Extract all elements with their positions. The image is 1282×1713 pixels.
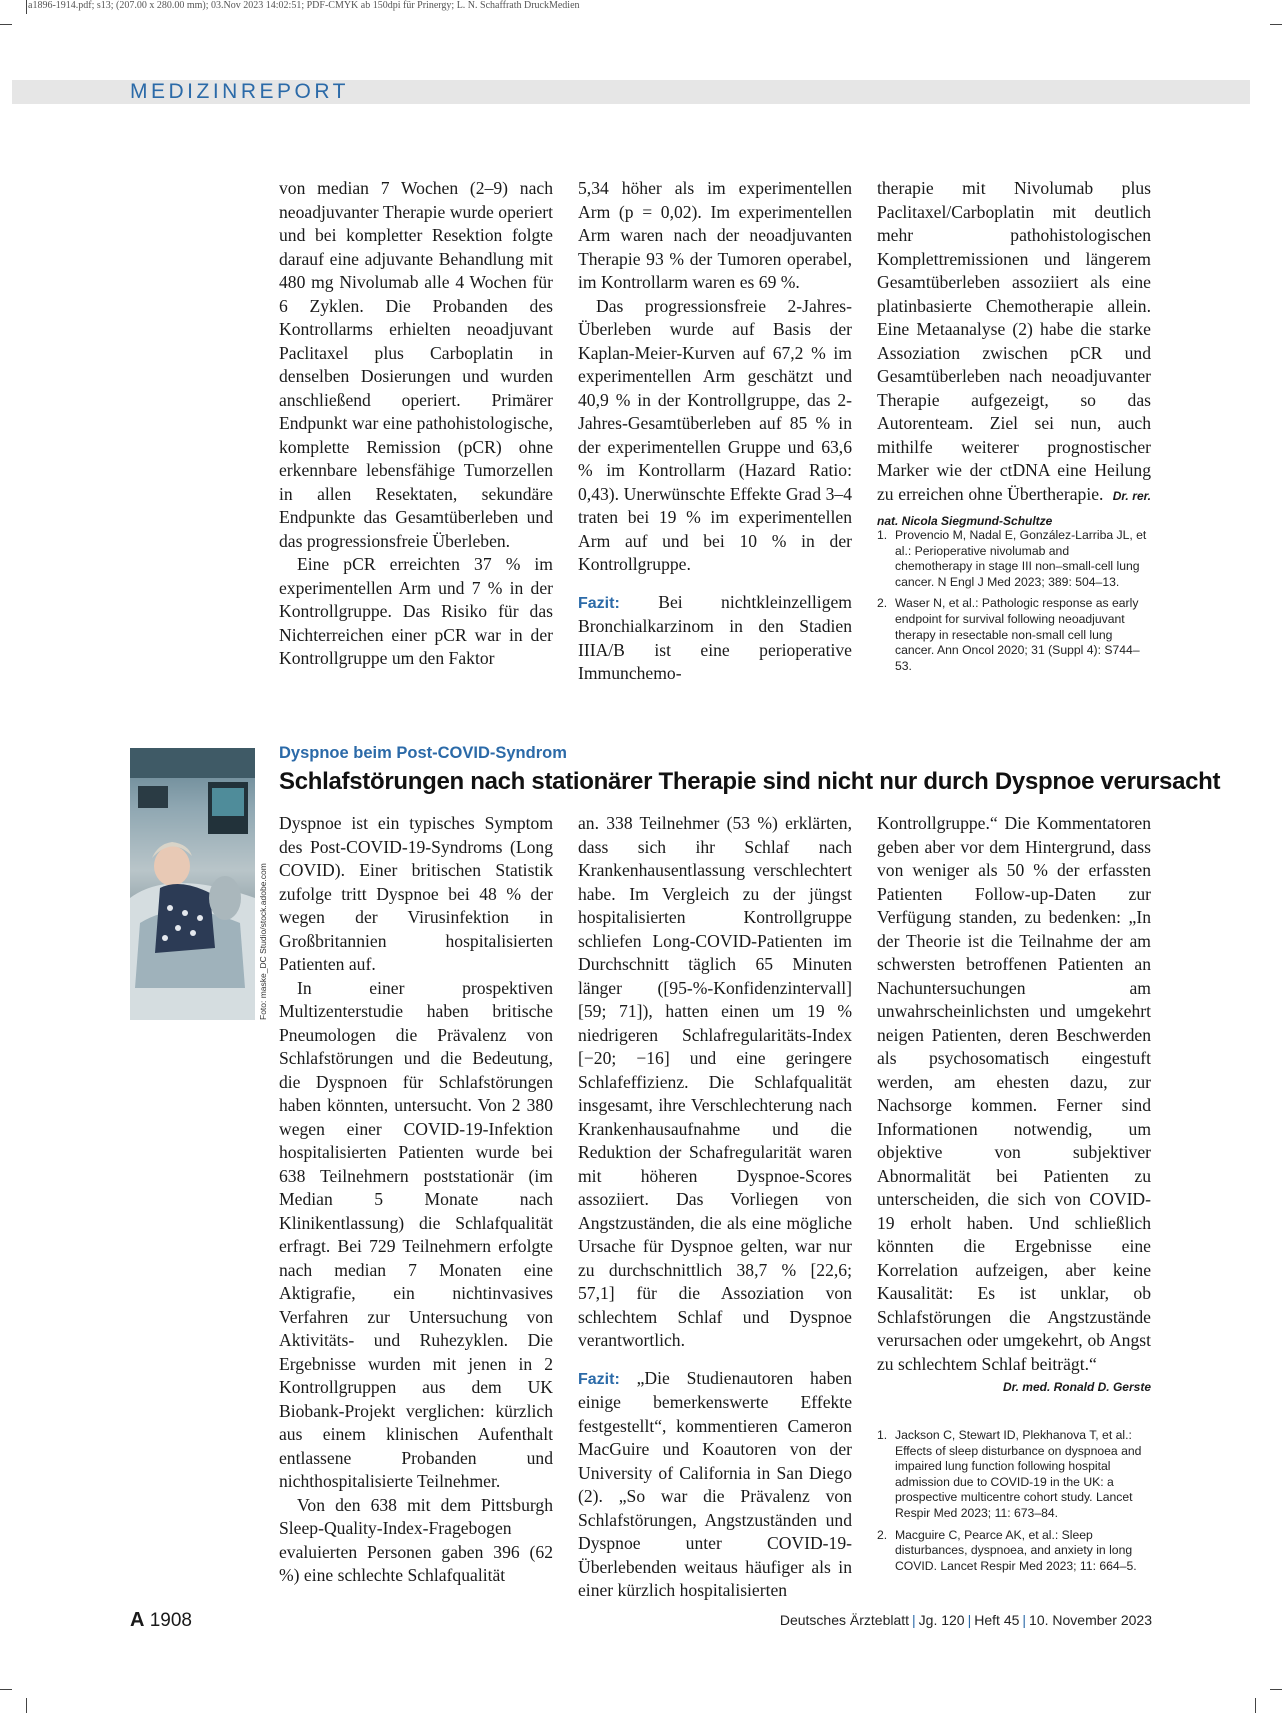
article2-column-1 — [279, 812, 553, 1588]
author: Dr. rer. nat. Nicola Siegmund-Schultze — [877, 488, 1151, 528]
paragraph: 5,34 höher als im experimentellen Arm (p = 0,02). Im experimentellen Arm waren nach der neoadjuvanten Therapie 93 % der Tumoren operabel, im Kontrollarm waren es 69 %. — [578, 178, 852, 292]
fazit-paragraph — [578, 591, 852, 686]
article1-references — [877, 528, 1147, 680]
crop-mark — [1255, 1698, 1256, 1713]
article1-column-3 — [877, 177, 1151, 534]
crop-mark — [0, 24, 12, 25]
paragraph: von median 7 Wochen (2–9) nach neoadjuvanter Therapie wurde operiert und bei kompletter Resektion folgte darauf eine adjuvante Behandlung mit 480 mg Nivolumab alle 4 Wochen für 6 Zyklen. Die Probanden des Kontrollarms erhielten neoadjuvant Paclitaxel plus Carboplatin in denselben Dosierungen und wurden anschließend operiert. Primärer Endpunkt war eine pathohistologische, komplette Remission (pCR) ohne erkennbare lebensfähige Tumorzellen in allen Resektaten, sekundäre Endpunkte das Gesamtüberleben und das progressionsfreie Überleben. — [279, 178, 553, 551]
article1-column-1 — [279, 177, 553, 671]
paragraph: Kontrollgruppe.“ Die Kommentatoren geben aber vor dem Hintergrund, dass von weniger als 50 % der erfassten Patienten Follow-up-Daten zur Verfügung standen, zu bedenken: „In der Theorie ist die Teilnahme der am schwersten betroffenen Patienten an Nachuntersuchungen am unwahrscheinlichsten und umgekehrt neigen Patienten, deren Beschwerden als psychosomatisch eingestuft werden, am ehesten dazu, zur Nachsorge kommen. Ferner sind Informationen notwendig, um objektive von subjektiver Abnormalität bei Patienten zu unterscheiden, die sich von COVID-19 erholt haben. Und schließlich könnten die Ergebnisse eine Korrelation aufzeigen, aber keine Kausalität: Es ist unklar, ob Schlafstörungen die Angstzustände verursachen oder umgekehrt, ob Angst zu schlechtem Schlaf beiträgt.“ — [877, 813, 1151, 1374]
date: 10. November 2023 — [1029, 1612, 1152, 1628]
article2-kicker: Dyspnoe beim Post-COVID-Syndrom — [279, 744, 567, 762]
issue: Heft 45 — [974, 1612, 1020, 1628]
journal-info: Deutsches Ärzteblatt | Jg. 120 | Heft 45 | 10. November 2023 — [779, 1612, 1152, 1628]
author: Dr. med. Ronald D. Gerste — [1002, 1380, 1151, 1394]
fazit-label: Fazit: — [578, 1370, 620, 1388]
reference-item: 2. Waser N, et al.: Pathologic response as early endpoint for survival following neoadjuvant therapy in resectable non-small cell lung cancer. Ann Oncol 2020; 31 (Suppl 4): S744–53. — [877, 596, 1140, 673]
journal-name: Deutsches Ärzteblatt — [779, 1612, 910, 1628]
patient-photo — [130, 748, 255, 1020]
paragraph: Dyspnoe ist ein typisches Symptom des Post-COVID-19-Syndroms (Long COVID). Einer britischen Statistik zufolge tritt Dyspnoe bei 48 % der wegen der Virusinfektion in Großbritannien hospitalisierten Patienten auf. — [279, 813, 553, 974]
article2-column-2 — [578, 812, 852, 1603]
rubric-title: MEDIZINREPORT — [130, 80, 349, 103]
paragraph: Das progressionsfreie 2-Jahres-Überleben wurde auf Basis der Kaplan-Meier-Kurven auf 67,2 % im experimentellen Arm geschätzt und 40,9 % in der Kontrollgruppe, das 2-Jahres-Gesamtüberleben auf 85 % in der experimentellen Gruppe und 63,6 % im Kontrollarm (Hazard Ratio: 0,43). Unerwünschte Effekte Grad 3–4 traten bei 19 % im experimentellen Arm auf und bei 10 % in der Kontrollgruppe. — [578, 295, 852, 574]
page-number: A 1908 — [130, 1609, 193, 1631]
fazit-text: Bei nichtkleinzelligem Bronchialkarzinom in den Stadien IIIA/B ist eine perioperative Immunchemo- — [578, 591, 852, 683]
article2-references — [877, 1428, 1147, 1580]
print-info: a1896-1914.pdf; s13; (207.00 x 280.00 mm); 03.Nov 2023 14:02:51; PDF-CMYK ab 150dpi für Prinergy; L. N. Schaffrath DruckMedien — [28, 0, 580, 11]
photo-credit: Foto: maske_DC Studio/stock.adobe.com — [258, 863, 268, 1020]
reference-item: 2. Macguire C, Pearce AK, et al.: Sleep disturbances, dyspnoea, and anxiety in long COVID. Lancet Respir Med 2023; 11: 664–5. — [877, 1527, 1137, 1573]
fazit-text: „Die Studienautoren haben einige bemerkenswerte Effekte festgestellt“, kommentieren Cameron MacGuire und Koautoren von der University of California in San Diego (2). „So war die Prävalenz von Schlafstörungen, Angstzuständen und Dyspnoe unter COVID-19-Überlebenden weitaus häufiger als in einer kürzlich hospitalisierten — [578, 1367, 852, 1600]
article2-column-3 — [877, 812, 1151, 1400]
crop-mark — [1270, 24, 1282, 25]
article1-column-2 — [578, 177, 852, 686]
paragraph: In einer prospektiven Multizenterstudie haben britische Pneumologen die Prävalenz von Schlafstörungen und die Bedeutung, die Dyspnoen für Schlafstörungen haben könnten, untersucht. Von 2 380 wegen einer COVID-19-Infektion hospitalisierten Patienten wurde bei 638 Teilnehmern poststationär (im Median 5 Monate nach Klinikentlassung) die Schlafqualität erfragt. Bei 729 Teilnehmern erfolgte nach median 7 Monaten eine Aktigrafie, ein nichtinvasives Verfahren zur Untersuchung von Aktivitäts- und Ruhezyklen. Die Ergebnisse wurden mit jenen in 2 Kontrollgruppen aus dem UK Biobank-Projekt verglichen: kürzlich aus einem klinischen Aufenthalt entlassene Probanden und nichthospitalisierte Teilnehmer. — [279, 977, 553, 1491]
paragraph: Von den 638 mit dem Pittsburgh Sleep-Quality-Index-Fragebogen evaluierten Personen gaben 396 (62 %) eine schlechte Schlafqualität — [279, 1494, 553, 1585]
article2-headline: Schlafstörungen nach stationärer Therapie sind nicht nur durch Dyspnoe verursacht — [279, 768, 1221, 795]
crop-mark — [1270, 1689, 1282, 1690]
volume: Jg. 120 — [918, 1612, 965, 1628]
paragraph-text: therapie mit Nivolumab plus Paclitaxel/Carboplatin mit deutlich mehr pathohistologischen Komplettremissionen und längerem Gesamtüberleben assoziiert als eine platinbasierte Chemotherapie allein. Eine Metaanalyse (2) habe die starke Assoziation zwischen pCR und Gesamtüberleben nach neoadjuvanter Therapie aufgezeigt, so das Autorenteam. Ziel sei nun, auch mithilfe weiterer prognostischer Marker wie der ctDNA eine Heilung zu erreichen ohne Übertherapie. — [877, 178, 1151, 504]
paragraph — [877, 177, 1151, 534]
reference-item: 1. Provencio M, Nadal E, González-Larriba JL, et al.: Perioperative nivolumab and chemotherapy in stage III non–small-cell lung cancer. N Engl J Med 2023; 389: 504–13. — [877, 528, 1147, 589]
paragraph: Eine pCR erreichten 37 % im experimentellen Arm und 7 % in der Kontrollgruppe. Das Risiko für das Nichterreichen einer pCR war in der Kontrollgruppe um den Faktor — [279, 554, 553, 668]
crop-mark — [0, 1689, 12, 1690]
fazit-label: Fazit: — [578, 594, 620, 612]
crop-mark — [26, 1698, 27, 1713]
paragraph: an. 338 Teilnehmer (53 %) erklärten, dass sich ihr Schlaf nach Krankenhausentlassung verschlechtert habe. Im Vergleich zu der jüngst hospitalisierten Kontrollgruppe schliefen Long-COVID-Patienten im Durchschnitt täglich 65 Minuten länger ([95-%-Konfidenzintervall] [59; 71]), hatten einen um 19 % niedrigeren Schlafregularitäts-Index [−20; −16] und eine geringere Schlafeffizienz. Die Schlafqualität insgesamt, ihre Verschlechterung nach Krankenhausaufnahme und die Reduktion der Schafregularität waren mit höheren Dyspnoe-Scores assoziiert. Das Vorliegen von Angstzuständen, die als eine mögliche Ursache für Dyspnoe gelten, war nur zu durchschnittlich 38,7 % [22,6; 57,1] für die Assoziation von schlechtem Schlaf und Dyspnoe verantwortlich. — [578, 813, 852, 1350]
fazit-paragraph — [578, 1367, 852, 1603]
crop-mark — [26, 0, 27, 14]
reference-item: 1. Jackson C, Stewart ID, Plekhanova T, et al.: Effects of sleep disturbance on dyspnoea and impaired lung function following hospital admission due to COVID-19 in the UK: a prospective multicentre cohort study. Lancet Respir Med 2023; 11: 673–84. — [877, 1428, 1142, 1520]
